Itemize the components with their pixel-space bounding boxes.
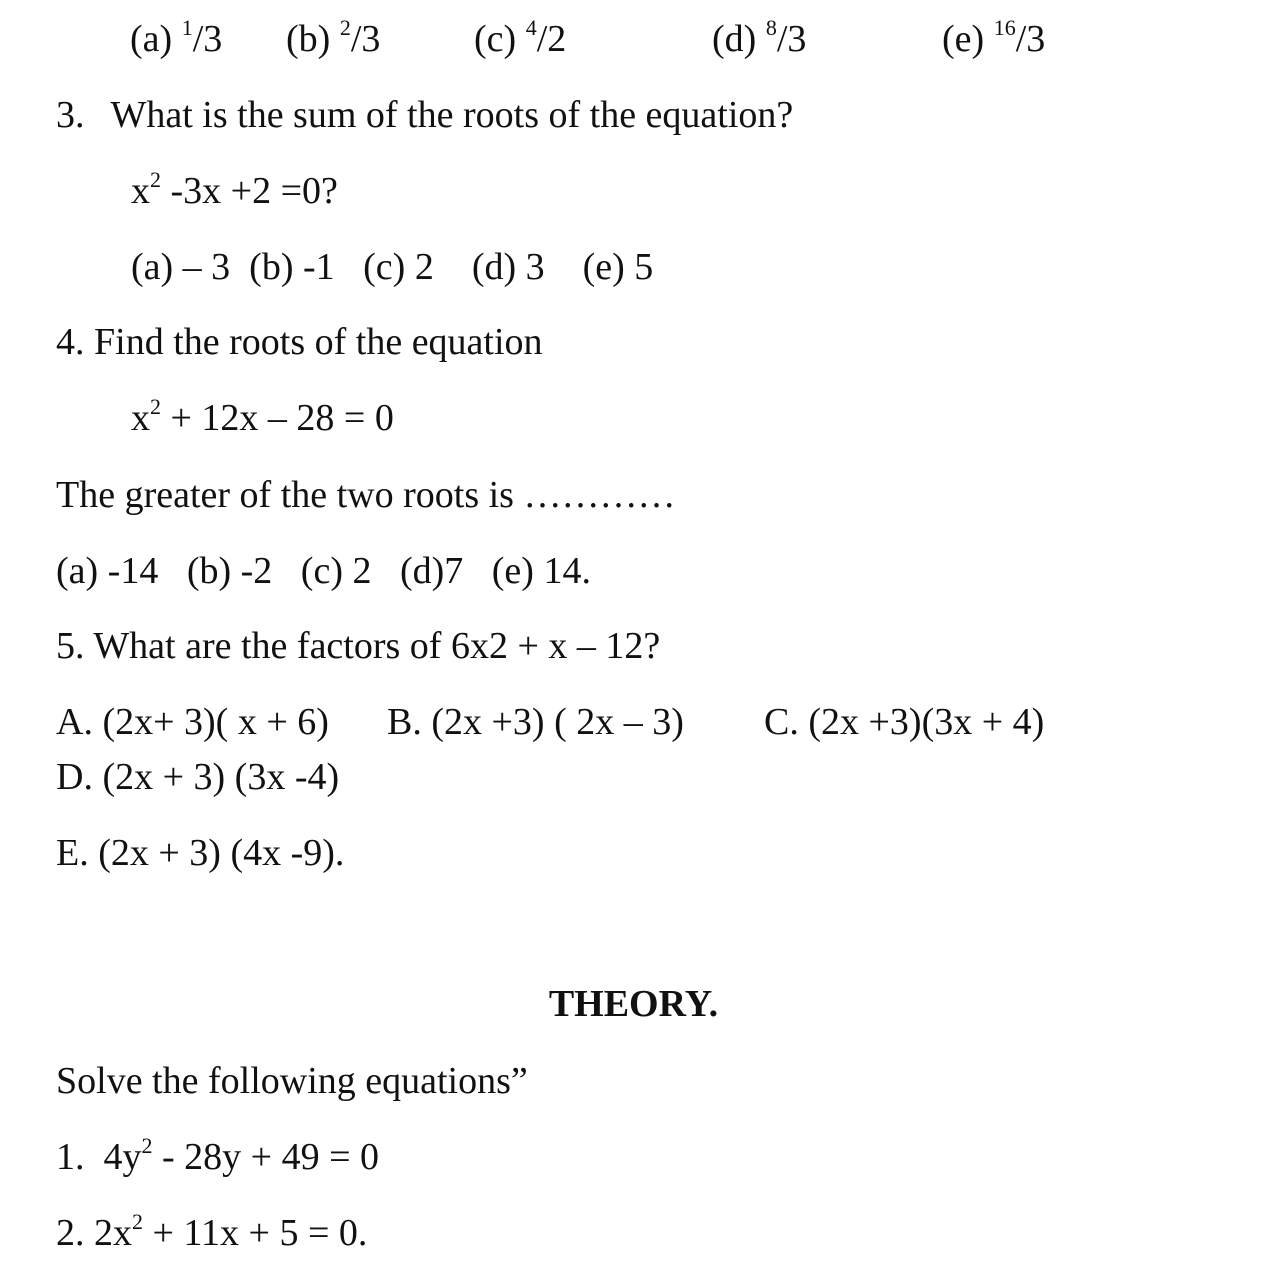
q5-option-e: E. (2x + 3) (4x -9). [56,832,345,874]
theory-item-1: 1. $4y^2 - 28y + 49 = 0$ [56,1133,380,1178]
q2-option-b: (b) $^2$/3 [286,15,381,60]
q5-option-d: D. (2x + 3) (3x -4) [56,756,340,798]
q4-equation: $x^2 + 12x - 28 = 0$ [131,394,394,439]
q2-option-c: (c) $^4$/2 [474,15,567,60]
q2-option-a: (a) $^1$/3 [130,15,223,60]
q5-option-c: C. (2x +3)(3x + 4) [764,701,1045,743]
q5-options-row1 [0,703,1275,748]
q3-text: What is the sum of the roots of the equation? [110,94,794,136]
q3-equation: $x^2$ -3x +2 =0? [131,167,338,212]
q2-option-e: (e) $^{16}$/3 [942,15,1046,60]
theory-instruction: Solve the following equations” [56,1060,528,1102]
q3-number: 3. [56,94,85,136]
q4-question: 4. Find the roots of the equation [56,321,543,363]
theory-item-2: 2. $2x^2 + 11x + 5 = 0$. [56,1209,368,1254]
q3-options: (a) – 3 (b) -1 (c) 2 (d) 3 (e) 5 [131,246,654,288]
theory-heading: THEORY. [548,983,719,1025]
q5-option-a: A. (2x+ 3)( x + 6) [56,701,329,743]
q3-question [56,96,793,134]
q5-question: 5. What are the factors of 6x2 + x – 12? [56,625,661,667]
q4-options: (a) -14 (b) -2 (c) 2 (d)7 (e) 14. [56,550,591,592]
q4-prompt: The greater of the two roots is ………… [56,474,676,516]
q5-option-b: B. (2x +3) ( 2x – 3) [387,701,684,743]
q2-options-row [0,15,1275,65]
q2-option-d: (d) $^8$/3 [712,15,807,60]
